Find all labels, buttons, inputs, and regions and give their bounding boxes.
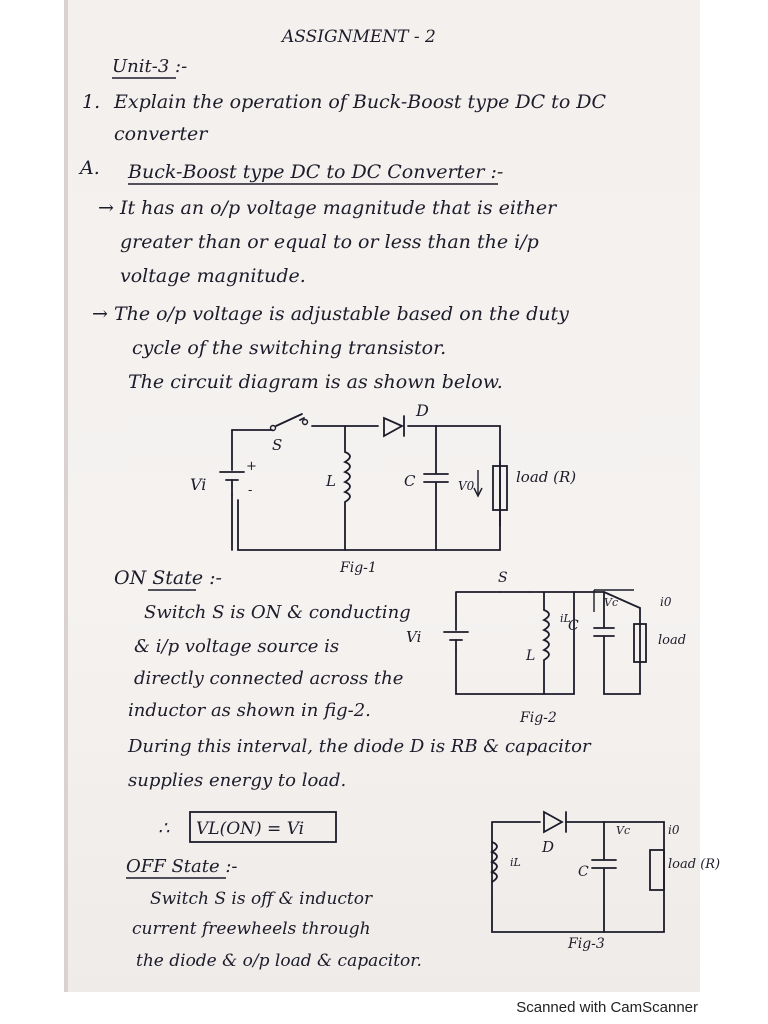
fig3-label-c: C <box>578 864 589 880</box>
fig1-caption: Fig-1 <box>340 560 377 576</box>
fig2-label-vc: Vc <box>604 596 619 609</box>
fig1-label-load: load (R) <box>516 468 577 486</box>
fig2-label-load: load <box>658 633 687 648</box>
off-state-line-3: the diode & o/p load & capacitor. <box>136 951 422 971</box>
fig3-caption: Fig-3 <box>568 936 605 952</box>
question-line-2: converter <box>114 123 208 145</box>
fig1-label-s: S <box>272 436 283 454</box>
fig1-label-v0: V0 <box>458 479 475 493</box>
on-state-line-3: directly connected across the <box>134 668 404 689</box>
fig1-inductor <box>345 426 350 550</box>
point1-line-3: voltage magnitude. <box>120 265 306 287</box>
unit-heading: Unit-3 :- <box>112 56 188 77</box>
fig3-diode <box>544 812 562 832</box>
on-state-line-4: inductor as shown in fig-2. <box>128 700 371 721</box>
fig1-diode <box>384 418 402 436</box>
answer-heading: Buck-Boost type DC to DC Converter :- <box>128 161 504 183</box>
on-state-line-2: & i/p voltage source is <box>134 636 340 657</box>
point2-line-2: cycle of the switching transistor. <box>132 337 447 359</box>
fig3-label-vc: Vc <box>616 824 631 837</box>
fig3-load-resistor <box>650 850 664 890</box>
question-line-1: Explain the operation of Buck-Boost type DC to DC <box>114 91 607 113</box>
fig1-label-d: D <box>416 401 429 420</box>
fig1-capacitor <box>424 426 448 550</box>
formula-prefix: ∴ <box>158 818 170 839</box>
page-title: ASSIGNMENT - 2 <box>282 27 436 47</box>
fig1-label-plus: + <box>246 459 257 474</box>
point1-line-2: greater than or equal to or less than the i/p <box>120 231 539 253</box>
answer-label: A. <box>80 157 100 179</box>
fig3-label-i0: i0 <box>668 823 680 837</box>
formula-text: VL(ON) = Vi <box>196 819 305 839</box>
fig2-label-il: iL <box>560 612 571 625</box>
fig2-label-l: L <box>526 648 536 664</box>
on-state-heading: ON State :- <box>114 567 222 589</box>
on-state-line-6: supplies energy to load. <box>128 770 347 791</box>
point2-line-1: → The o/p voltage is adjustable based on the duty <box>92 303 569 325</box>
question-number: 1. <box>82 91 101 113</box>
fig1-switch <box>276 414 302 426</box>
fig3-capacitor <box>592 822 616 932</box>
off-state-heading: OFF State :- <box>126 856 238 877</box>
fig2-label-c: C <box>568 618 579 634</box>
point1-line-1: → It has an o/p voltage magnitude that is either <box>98 197 557 219</box>
on-state-line-1: Switch S is ON & conducting <box>144 602 411 623</box>
fig2-inductor <box>544 592 549 694</box>
fig1-label-c: C <box>404 472 416 490</box>
fig1-label-l: L <box>326 472 336 490</box>
scanner-watermark: Scanned with CamScanner <box>516 999 698 1016</box>
off-state-line-2: current freewheels through <box>132 919 371 939</box>
fig3-label-load: load (R) <box>668 857 721 872</box>
fig1-label-vi: Vi <box>190 475 207 494</box>
fig3-label-d: D <box>542 838 555 856</box>
off-state-line-1: Switch S is off & inductor <box>150 889 373 909</box>
fig2-label-i0: i0 <box>660 595 672 609</box>
on-state-line-5: During this interval, the diode D is RB & capacitor <box>128 736 591 757</box>
fig2-caption: Fig-2 <box>520 710 557 726</box>
fig3-label-il: iL <box>510 856 521 869</box>
fig2-label-vi: Vi <box>406 628 422 646</box>
circuit-intro: The circuit diagram is as shown below. <box>128 371 503 393</box>
fig2-label-s: S <box>498 570 508 586</box>
fig1-label-minus: - <box>248 483 253 498</box>
